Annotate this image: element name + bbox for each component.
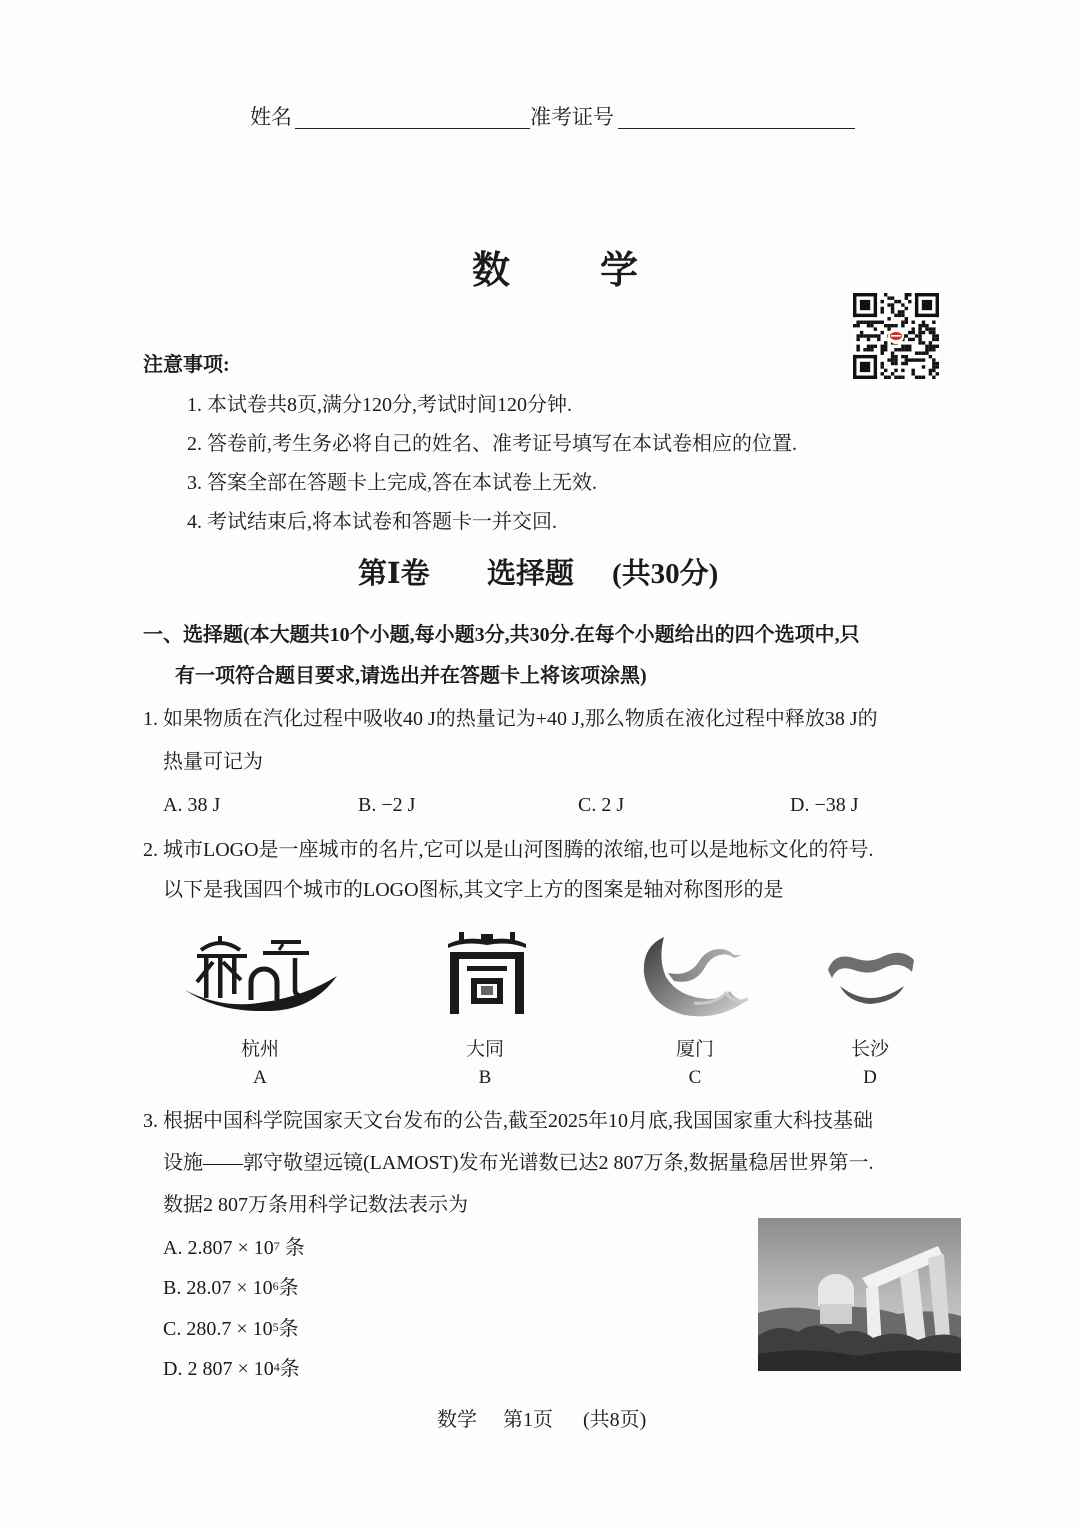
qr-module: [867, 345, 870, 348]
qr-module: [911, 321, 914, 324]
qr-module: [908, 300, 911, 303]
question-1-option-b: B. −2 J: [358, 794, 416, 816]
qr-module: [877, 338, 880, 341]
qr-module: [901, 345, 904, 348]
qr-module: [853, 324, 856, 327]
qr-module: [936, 345, 939, 348]
qr-module: [911, 358, 914, 361]
qr-module: [915, 314, 939, 317]
qr-module: [891, 351, 894, 354]
qr-module: [891, 362, 894, 365]
qr-module: [922, 351, 925, 354]
qr-module: [915, 376, 918, 379]
section-instructions-line1: 一、选择题(本大题共10个小题,每小题3分,共30分.在每个小题给出的四个选项中,只: [143, 624, 860, 646]
qr-module: [915, 293, 918, 317]
qr-module: [929, 345, 932, 348]
qr-module: [860, 331, 863, 334]
qr-module: [936, 362, 939, 365]
qr-module: [887, 296, 890, 299]
footer-subject: 数学: [437, 1409, 477, 1431]
qr-module: [881, 300, 884, 303]
qr-module: [887, 324, 890, 327]
qr-module: [905, 334, 908, 337]
qr-module: [867, 321, 870, 324]
question-3-option-c: C. $280.7 \times 10^5$条: [163, 1318, 299, 1340]
qr-module: [905, 307, 908, 310]
qr-module: [856, 348, 859, 351]
notice-heading: 注意事项:: [143, 354, 230, 376]
qr-module: [932, 376, 935, 379]
hangzhou-logo-icon: [183, 930, 339, 1012]
qr-module: [915, 358, 918, 361]
qr-module: [932, 348, 935, 351]
qr-module: [867, 324, 870, 327]
qr-module: [936, 334, 939, 337]
qr-module: [929, 327, 932, 330]
qr-module: [898, 376, 901, 379]
qr-module: [936, 372, 939, 375]
qr-module: [911, 372, 914, 375]
xiamen-logo-icon: [638, 933, 750, 1019]
qr-module: [870, 321, 873, 324]
qr-module: [905, 321, 908, 324]
question-3-text-cont: 设施——郭守敬望远镜(LAMOST)发布光谱数已达2 807万条,数据量稳居世界第一.: [163, 1152, 874, 1174]
question-3-option-a: A. $2.807 \times 10^7$ 条: [163, 1237, 305, 1259]
qr-module: [860, 300, 870, 310]
qr-module: [894, 355, 897, 358]
logo-b-letter: B: [478, 1067, 492, 1088]
qr-module: [867, 338, 870, 341]
qr-module: [905, 358, 908, 361]
question-3-text-cont: 数据2 807万条用科学记数法表示为: [163, 1194, 468, 1216]
qr-module: [891, 372, 894, 375]
question-1-text-cont: 热量可记为: [163, 751, 263, 773]
qr-module: [891, 296, 894, 299]
qr-module: [911, 327, 914, 330]
qr-module: [929, 355, 932, 358]
qr-module: [929, 369, 932, 372]
qr-module: [894, 358, 897, 361]
qr-module: [863, 348, 866, 351]
qr-module: [922, 300, 932, 310]
question-3-option-b: B. $28.07 \times 10^6$条: [163, 1277, 299, 1299]
qr-module: [881, 310, 884, 313]
qr-module: [932, 369, 935, 372]
qr-module: [874, 334, 877, 337]
qr-module: [881, 307, 884, 310]
qr-module: [853, 314, 877, 317]
qr-module: [908, 338, 911, 341]
logo-a-city: 杭州: [240, 1039, 279, 1060]
qr-module: [894, 324, 897, 327]
footer-page: 第1页: [503, 1409, 553, 1431]
part-score: (共30分): [612, 558, 719, 590]
qr-module: [905, 362, 908, 365]
question-3-text: 3. 根据中国科学院国家天文台发布的公告,截至2025年10月底,我国国家重大科技基础: [143, 1110, 873, 1132]
qr-module: [884, 341, 887, 344]
qr-module: [887, 327, 890, 330]
logo-c-letter: C: [688, 1067, 702, 1088]
qr-module: [932, 338, 935, 341]
qr-module: [901, 314, 904, 317]
qr-module: [874, 321, 877, 324]
qr-module: [925, 345, 928, 348]
qr-module: [922, 358, 925, 361]
qr-module: [905, 317, 908, 320]
qr-module: [908, 345, 911, 348]
qr-module: [874, 345, 877, 348]
qr-module: [901, 310, 904, 313]
qr-module: [922, 365, 925, 368]
qr-module: [894, 314, 897, 317]
qr-module: [922, 324, 925, 327]
qr-module: [915, 334, 918, 337]
qr-module: [881, 348, 884, 351]
qr-module: [915, 351, 918, 354]
logo-d-letter: D: [863, 1067, 877, 1088]
qr-module: [932, 331, 935, 334]
exam-id-label: 准考证号: [530, 105, 614, 129]
qr-module: [929, 341, 932, 344]
qr-module: [887, 376, 890, 379]
qr-module: [887, 358, 890, 361]
qr-module: [891, 358, 894, 361]
name-label: 姓名: [250, 105, 292, 129]
notice-item: 3. 答案全部在答题卡上完成,答在本试卷上无效.: [187, 472, 597, 494]
qr-module: [884, 369, 887, 372]
qr-module: [853, 376, 877, 379]
qr-module: [932, 327, 935, 330]
qr-module: [874, 355, 877, 379]
question-1-option-d: D. −38 J: [790, 794, 859, 816]
qr-module: [856, 321, 859, 324]
qr-module: [881, 351, 884, 354]
qr-module: [901, 321, 904, 324]
logo-a-letter: A: [253, 1067, 267, 1088]
qr-module: [860, 321, 863, 324]
qr-code-icon: [852, 293, 940, 379]
qr-module: [898, 314, 901, 317]
qr-module: [884, 324, 887, 327]
qr-module: [860, 362, 870, 372]
qr-module: [898, 310, 901, 313]
qr-module: [925, 351, 928, 354]
qr-module: [901, 362, 904, 365]
qr-module: [867, 334, 870, 337]
qr-module: [856, 345, 859, 348]
qr-module: [915, 293, 939, 296]
qr-module: [891, 355, 894, 358]
qr-module: [918, 376, 921, 379]
qr-module: [918, 327, 921, 330]
question-2-text: 2. 城市LOGO是一座城市的名片,它可以是山河图腾的浓缩,也可以是地标文化的符号.: [143, 839, 874, 861]
qr-module: [901, 355, 904, 358]
qr-module: [918, 351, 921, 354]
datong-logo-icon: [445, 930, 529, 1016]
qr-module: [894, 362, 897, 365]
notice-item: 2. 答卷前,考生务必将自己的姓名、准考证号填写在本试卷相应的位置.: [187, 433, 797, 455]
logo-b-city: 大同: [465, 1039, 504, 1060]
qr-module: [856, 334, 859, 337]
qr-module: [908, 331, 911, 334]
qr-module: [901, 324, 904, 327]
qr-module: [936, 293, 939, 317]
qr-module: [905, 355, 908, 358]
qr-module: [918, 358, 921, 361]
qr-module: [908, 293, 911, 296]
qr-module: [932, 345, 935, 348]
qr-module: [922, 321, 925, 324]
question-1-option-a: A. 38 J: [163, 794, 221, 816]
section-instructions-line2: 有一项符合题目要求,请选出并在答题卡上将该项涂黑): [175, 665, 647, 687]
qr-module: [891, 310, 894, 313]
qr-module: [863, 321, 866, 324]
qr-module: [936, 365, 939, 368]
qr-module: [901, 303, 904, 306]
qr-module: [908, 348, 911, 351]
qr-module: [918, 324, 921, 327]
qr-module: [881, 321, 884, 324]
qr-module: [874, 327, 877, 330]
qr-module: [929, 372, 932, 375]
qr-module: [925, 327, 928, 330]
qr-module: [863, 334, 866, 337]
qr-module: [853, 293, 856, 317]
qr-module: [918, 331, 921, 334]
footer-total-pages: (共8页): [583, 1409, 647, 1431]
qr-module: [881, 372, 884, 375]
qr-module: [884, 293, 887, 296]
qr-module: [894, 300, 897, 303]
qr-module: [918, 341, 921, 344]
qr-module: [853, 293, 877, 296]
qr-module: [853, 355, 877, 358]
qr-module: [891, 303, 894, 306]
question-2-text-cont: 以下是我国四个城市的LOGO图标,其文字上方的图案是轴对称图形的是: [163, 879, 784, 901]
qr-module: [932, 334, 935, 337]
qr-module: [911, 331, 914, 334]
qr-module: [901, 369, 904, 372]
qr-module: [925, 348, 928, 351]
qr-module: [894, 376, 897, 379]
notice-item: 4. 考试结束后,将本试卷和答题卡一并交回.: [187, 511, 557, 533]
part-volume: 第Ⅰ卷: [358, 558, 430, 590]
qr-module: [922, 376, 925, 379]
qr-module: [884, 345, 887, 348]
part-type: 选择题: [487, 558, 575, 590]
qr-module: [932, 365, 935, 368]
changsha-logo-icon: [826, 948, 916, 1008]
qr-module: [932, 358, 935, 361]
qr-module: [918, 334, 921, 337]
qr-module: [881, 365, 884, 368]
qr-module: [870, 348, 873, 351]
qr-module: [867, 348, 870, 351]
logo-c-city: 厦门: [675, 1039, 714, 1060]
qr-module: [911, 369, 914, 372]
qr-module: [929, 331, 932, 334]
lamost-telescope-photo: [758, 1218, 961, 1371]
qr-module: [932, 321, 935, 324]
qr-module: [877, 334, 880, 337]
qr-module: [884, 376, 887, 379]
qr-module: [908, 358, 911, 361]
qr-module: [874, 293, 877, 317]
qr-module: [918, 338, 921, 341]
qr-module: [905, 345, 908, 348]
qr-module: [911, 338, 914, 341]
qr-module: [901, 376, 904, 379]
qr-module: [856, 324, 859, 327]
qr-module: [922, 331, 925, 334]
qr-module: [898, 348, 901, 351]
exam-id-blank-line: [618, 128, 855, 129]
qr-module: [870, 345, 873, 348]
qr-module: [853, 355, 856, 379]
question-1-text: 1. 如果物质在汽化过程中吸收40 J的热量记为+40 J,那么物质在液化过程中释放38 J的: [143, 708, 878, 730]
qr-module: [922, 341, 925, 344]
qr-module: [905, 348, 908, 351]
qr-module: [905, 296, 908, 299]
qr-module: [891, 324, 894, 327]
logo-d-city: 长沙: [850, 1039, 889, 1060]
qr-module: [887, 317, 890, 320]
qr-module: [881, 345, 884, 348]
qr-module: [870, 334, 873, 337]
page-title: 数学: [472, 250, 729, 292]
qr-module: [901, 348, 904, 351]
question-3-option-d: D. 2 $807 \times 10^4$条: [163, 1358, 300, 1380]
qr-module: [905, 293, 908, 296]
qr-module: [884, 348, 887, 351]
qr-module: [887, 303, 890, 306]
qr-module: [881, 362, 884, 365]
question-1-option-c: C. 2 J: [578, 794, 625, 816]
qr-module: [925, 324, 928, 327]
qr-module: [932, 362, 935, 365]
qr-module: [898, 300, 901, 303]
qr-module: [891, 307, 894, 310]
qr-module: [856, 338, 859, 341]
qr-module: [881, 331, 884, 334]
qr-module: [894, 369, 897, 372]
qr-module: [877, 321, 880, 324]
qr-module: [870, 324, 873, 327]
name-blank-line: [295, 128, 530, 129]
notice-item: 1. 本试卷共8页,满分120分,考试时间120分钟.: [187, 394, 572, 416]
qr-module: [929, 348, 932, 351]
qr-module: [894, 348, 897, 351]
qr-module: [936, 338, 939, 341]
qr-module: [860, 334, 863, 337]
